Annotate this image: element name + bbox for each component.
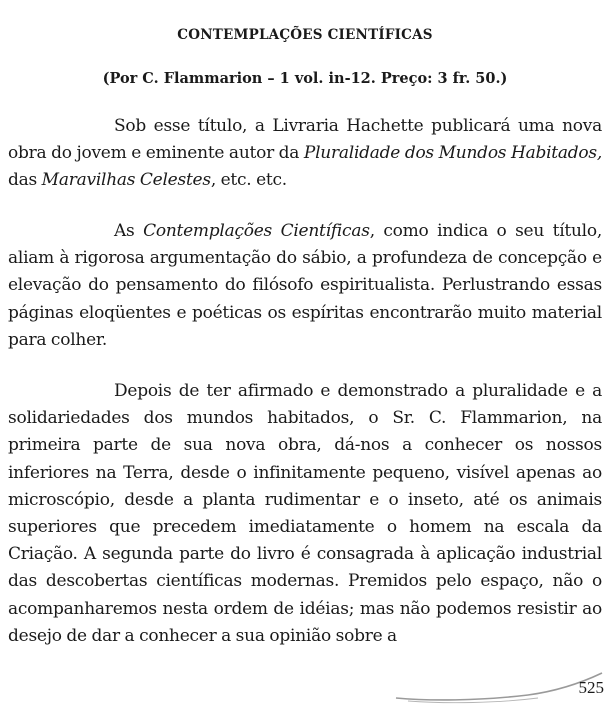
book-title-contemplacoes: Contemplações Científicas <box>143 221 370 241</box>
book-title-maravilhas: Maravilhas Celestes <box>41 170 211 191</box>
footer-swash-ornament <box>388 668 607 708</box>
page-footer <box>388 668 607 708</box>
paragraph-1-text-c: das <box>8 170 42 191</box>
article-subtitle: (Por C. Flammarion – 1 vol. in-12. Preço: 3 fr. 50.) <box>102 70 508 87</box>
paragraph-2 <box>8 218 602 354</box>
paragraph-2-text-c: , como indica o seu título, aliam à rigorosa argumentação do sábio, a profundeza de concepção e elevação do pensamento do filósofo espiritualista. Perlustrando essas páginas eloqüentes e poéticas os espíritas encontrarão muito material para colher. <box>8 221 603 350</box>
paragraph-1-text-a: Sob esse título, a Livraria Hachette publicará uma nova obra do jovem e eminente autor da <box>8 116 602 164</box>
book-title-pluralidade: Pluralidade dos Mundos Habitados, <box>303 143 602 164</box>
page-number: 525 <box>578 678 604 697</box>
paragraph-1 <box>8 113 602 195</box>
document-page <box>8 0 602 712</box>
paragraph-3 <box>8 378 602 650</box>
paragraph-1-text-e: , etc. etc. <box>210 170 287 191</box>
paragraph-2-text-a: As <box>114 221 144 241</box>
article-title: CONTEMPLAÇÕES CIENTÍFICAS <box>177 27 433 43</box>
paragraph-3-text: Depois de ter afirmado e demonstrado a pluralidade e a solidariedades dos mundos habitados, o Sr. C. Flammarion, na primeira parte de sua nova obra, dá-nos a conhecer os nossos inferiores na Terra, desde o infinitamente pequeno, visível apenas ao microscópio, desde a planta rudimentar e o inseto, até os animais superiores que precedem imediatamente o homem na escala da Criação. A segunda parte do livro é consagrada à aplicação industrial das descobertas científicas modernas. Premidos pelo espaço, não o acompanharemos nesta ordem de idéias; mas não podemos resistir ao desejo de dar a conhecer a sua opinião sobre a <box>8 381 602 646</box>
